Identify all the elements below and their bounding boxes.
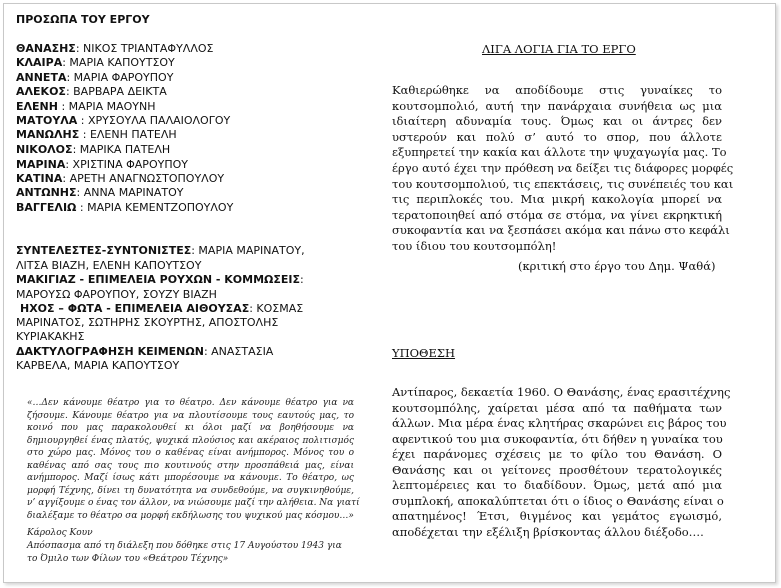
quote-line: μορφή Τέχνης, δίνει τη δυνατότητα να συνδεθούμε, να συγκινηθούμε,: [27, 485, 354, 496]
quote-line: δημιουργηθεί ένας πλατύς, ψυχικά πλούσιος και ακέραιος πολιτισμός: [27, 435, 354, 446]
paragraph-line: αφεντικού του μια συκοφαντία, ότι δήθεν η γυναίκα του: [392, 431, 723, 446]
credits-line: [16, 244, 305, 258]
paragraph-line: τερατοποιηθεί από στόμα σε στόμα, να γίνει εκρηκτική: [392, 207, 722, 222]
quote-line: ν’ αγγίξουμε ο ένας τον άλλον, να νιώσουμε μαζί την αλήθεια. Να γιατί: [27, 498, 360, 508]
cast-actor: ΜΑΡΙΚΑ ΠΑΤΕΛΗ: [79, 143, 171, 156]
paragraph-line: έχει παράνομες σχέσεις με το φίλο του Θανάση. Ο: [392, 447, 722, 461]
critique-note: (κριτική στο έργο του Δημ. Ψαθά): [518, 259, 716, 273]
paragraph-line: συκοφαντία και να ξεσπάσει ακόμα και πάνω στο κεφάλι: [392, 223, 730, 238]
cast-entry: [16, 42, 213, 56]
about-paragraph: [392, 83, 734, 255]
cast-separator: :: [65, 85, 74, 98]
cast-separator: :: [76, 201, 88, 214]
quote-line: στο χώρο μας. Μόνος του ο καθένας είναι ανήμπορος. Μόνος του ο: [27, 448, 354, 458]
cast-actor: ΕΛΕΝΗ ΠΑΤΕΛΗ: [89, 128, 177, 141]
credits-role: ΜΑΚΙΓΙΑΖ - ΕΠΙΜΕΛΕΙΑ ΡΟΥΧΩΝ - ΚΟΜΜΩΣΕΙΣ: [16, 273, 301, 286]
cast-role: ΜΑΤΟΥΛΑ: [16, 114, 78, 127]
cast-entry: [16, 143, 170, 157]
cast-separator: :: [79, 128, 90, 141]
cast-separator: :: [72, 143, 80, 156]
paragraph-line: ιδιαίτερη αδυναμία τους. Όμως και οι άντρες δεν: [392, 114, 722, 129]
credits-names: :: [300, 273, 304, 286]
cast-actor: ΜΑΡΙΑ ΚΕΜΕΝΤΖΟΠΟΥΛΟΥ: [87, 201, 234, 214]
cast-entry: [16, 186, 183, 200]
cast-actor: ΧΡΥΣΟΥΛΑ ΠΑΛΑΙΟΛΟΓΟΥ: [88, 114, 231, 127]
credits-line: ΛΙΤΣΑ ΒΙΑΖΗ, ΕΛΕΝΗ ΚΑΠΟΥΤΣΟΥ: [16, 259, 202, 272]
cast-entry: [16, 158, 188, 172]
cast-actor: ΑΡΕΤΗ ΑΝΑΓΝΩΣΤΟΠΟΥΛΟΥ: [69, 172, 225, 185]
cast-role: ΘΑΝΑΣΗΣ: [16, 42, 76, 55]
cast-role: ΜΑΡΙΝΑ: [16, 158, 66, 171]
cast-separator: :: [62, 56, 70, 69]
paragraph-line: εξυπηρετεί την κακία και άλλοτε την ψυχαγωγία μας. Το: [392, 145, 727, 160]
paragraph-line: τις περιπλοκές του. Μια μικρή κακολογία μπορεί να: [392, 192, 722, 207]
koun-quote: [27, 397, 360, 522]
cast-actor: ΜΑΡΙΑ ΦΑΡΟΥΠΟΥ: [73, 71, 174, 84]
paragraph-line: Θανάσης και οι γείτονες προσθέτουν τερατολογικές: [392, 462, 722, 477]
quote-line: ζήσουμε. Κάνουμε θέατρο για να πλουτίσουμε τους εαυτούς μας, το: [27, 410, 354, 421]
paragraph-line: του κουτσομπολιού, τις επεκτάσεις, τις συνέπειές του και: [392, 176, 734, 191]
cast-entry: [16, 56, 175, 70]
credits-line: [20, 302, 303, 316]
cast-role: ΕΛΕΝΗ: [16, 100, 58, 113]
credits-role: ΗΧΟΣ – ΦΩΤΑ - ΕΠΙΜΕΛΕΙΑ ΑΙΘΟΥΣΑΣ: [20, 302, 250, 315]
plot-paragraph: [392, 385, 731, 540]
cast-entry: [16, 128, 177, 142]
credits-line: [16, 273, 304, 287]
cast-separator: :: [62, 172, 70, 185]
cast-separator: :: [75, 42, 84, 55]
cast-role: ΒΑΓΓΕΛΙΩ: [16, 201, 77, 214]
cast-separator: :: [57, 100, 69, 113]
paragraph-line: άλλων. Μια μέρα ένας κλητήρας σκαρώνει εις βάρος του: [392, 416, 727, 430]
paragraph-line: έργο αυτό έχει την πρόθεση να δείξει τις διάφορες μορφές: [392, 160, 734, 175]
about-heading: ΛΙΓΑ ΛΟΓΙΑ ΓΙΑ ΤΟ ΕΡΓΟ: [482, 42, 636, 56]
credits-role: ΣΥΝΤΕΛΕΣΤΕΣ-ΣΥΝΤΟΝΙΣΤΕΣ: [16, 244, 192, 257]
cast-role: ΑΝΝΕΤΑ: [16, 71, 67, 84]
credits-line: ΜΑΡΟΥΣΩ ΦΑΡΟΥΠΟΥ, ΣΟΥΖΥ ΒΙΑΖΗ: [16, 288, 217, 301]
credits-names: : ΑΝΑΣΤΑΣΙΑ: [203, 345, 274, 358]
paragraph-line: απατημένος! Έτσι, θιγμένος και γεμάτος εγωισμό,: [392, 509, 722, 523]
quote-line: «…Δεν κάνουμε θέατρο για το θέατρο. Δεν κάνουμε θέατρο για να: [27, 398, 354, 408]
quote-line: διαλέξαμε το θέατρο σα μορφή εκδήλωσης του ψυχικού μας κόσμου…»: [27, 510, 354, 521]
cast-actor: ΝΙΚΟΣ ΤΡΙΑΝΤΑΦΥΛΛΟΣ: [83, 42, 214, 55]
quote-source: το Όμιλο των Φίλων του «Θεάτρου Τέχνης»: [27, 554, 229, 564]
credits-line: [16, 345, 273, 359]
paragraph-line: Καθιερώθηκε να αποδίδουμε στις γυναίκες το: [392, 83, 722, 97]
credits-line: ΜΑΡΙΝΑΤΟΣ, ΣΩΤΗΡΗΣ ΣΚΟΥΡΤΗΣ, ΑΠΟΣΤΟΛΗΣ: [16, 316, 279, 329]
paragraph-line: υστερούν και πολύ σ’ αυτό το σπορ, που άλλοτε: [392, 129, 722, 144]
paragraph-line: κουτσομπολιό, αυτή την πανάρχαια συνήθεια ως μια: [392, 98, 722, 113]
paragraph-line: συμπλοκή, αποκαλύπτεται ότι ο ίδιος ο Θανάσης είναι ο: [392, 493, 724, 508]
paragraph-line: αποδέχεται την εξέλιξη βρίσκοντας άλλου διέξοδο….: [392, 524, 704, 539]
cast-role: ΚΛΑΙΡΑ: [16, 56, 63, 69]
cast-role: ΝΙΚΟΛΟΣ: [16, 143, 73, 156]
cast-entry: [16, 172, 224, 186]
plot-heading: ΥΠΟΘΕΣΗ: [392, 346, 456, 360]
cast-entry: [16, 71, 173, 85]
cast-actor: ΑΝΝΑ ΜΑΡΙΝΑΤΟΥ: [83, 186, 184, 199]
cast-separator: :: [77, 114, 89, 127]
cast-actor: ΒΑΡΒΑΡΑ ΔΕΙΚΤΑ: [73, 85, 167, 98]
cast-role: ΚΑΤΙΝΑ: [16, 172, 63, 185]
credits-names: : ΚΟΣΜΑΣ: [249, 302, 304, 315]
credits-names: : ΜΑΡΙΑ ΜΑΡΙΝΑΤΟΥ,: [191, 244, 305, 257]
quote-line: ανήμπορος. Μαζί ίσως κάτι μπορέσουμε να κάνουμε. Το θέατρο, ως: [27, 473, 354, 483]
cast-actor: ΧΡΙΣΤΙΝΑ ΦΑΡΟΥΠΟΥ: [72, 158, 188, 171]
cast-role: ΜΑΝΩΛΗΣ: [16, 128, 80, 141]
cast-actor: ΜΑΡΙΑ ΜΑΟΥΝΗ: [68, 100, 156, 113]
credits-role: ΔΑΚΤΥΛΟΓΡΑΦΗΣΗ ΚΕΙΜΕΝΩΝ: [16, 345, 204, 358]
cast-actor: ΜΑΡΙΑ ΚΑΠΟΥΤΣΟΥ: [69, 56, 175, 69]
quote-line: καθένας από σας τους πιο κουτινούς στην προσπάθειά μας, είναι: [27, 460, 354, 471]
paragraph-line: κουτσομπόλης, χαίρεται μέσα από τα παθήματα των: [392, 400, 722, 415]
credits-line: ΚΥΡΙΑΚΑΚΗΣ: [16, 330, 85, 343]
cast-role: ΑΝΤΩΝΗΣ: [16, 186, 77, 199]
quote-line: κοινό που μας παρακολουθεί κι όλοι μαζί να βοηθήσουμε να: [27, 423, 354, 433]
cast-role: ΑΛΕΚΟΣ: [16, 85, 66, 98]
cast-entry: [16, 85, 167, 99]
paragraph-line: λεπτομέρειες και το διαδίδουν. Όμως, μετά από μια: [392, 478, 722, 492]
cast-entry: [16, 100, 155, 114]
cast-title: ΠΡΟΣΩΠΑ ΤΟΥ ΕΡΓΟΥ: [16, 13, 150, 26]
cast-separator: :: [76, 186, 84, 199]
cast-entry: [16, 114, 230, 128]
paragraph-line: του ίδιου του κουτσομπόλη!: [392, 238, 557, 253]
quote-author: Κάρολος Κουν: [27, 528, 93, 538]
quote-source: Απόσπασμα από τη διάλεξη που δόθηκε στις 17 Αυγούστου 1943 για: [27, 541, 342, 551]
cast-separator: :: [65, 158, 73, 171]
cast-entry: [16, 201, 233, 215]
credits-line: ΚΑΡΒΕΛΑ, ΜΑΡΙΑ ΚΑΠΟΥΤΣΟΥ: [16, 359, 180, 372]
paragraph-line: Αντίπαρος, δεκαετία 1960. Ο Θανάσης, ένας ερασιτέχνης: [392, 385, 731, 399]
cast-separator: :: [66, 71, 74, 84]
